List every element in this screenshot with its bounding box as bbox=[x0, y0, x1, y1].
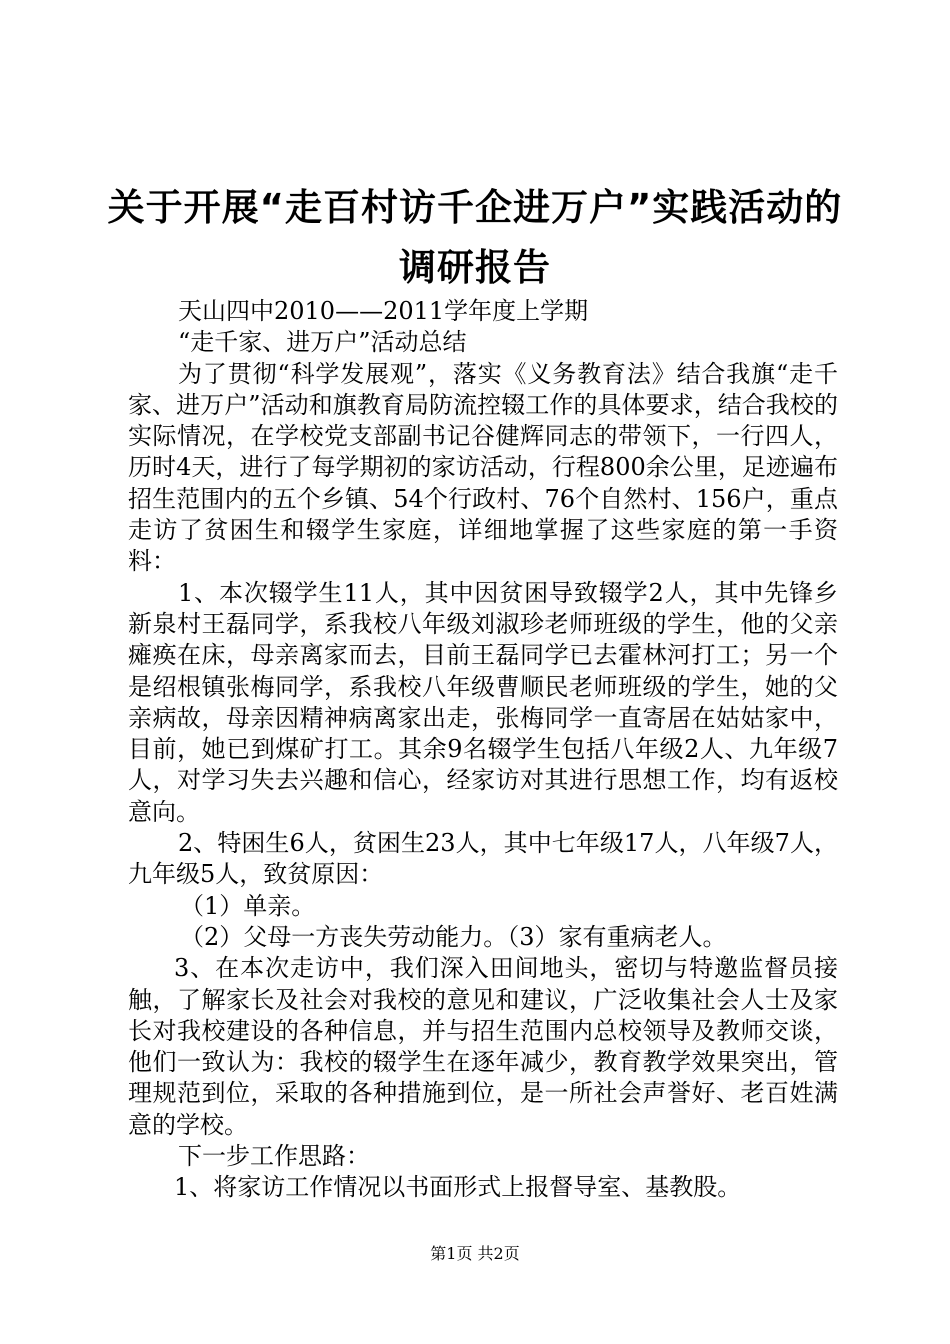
paragraph-intro: 为了贯彻“科学发展观”，落实《义务教育法》结合我旗“走千家、进万户”活动和旗教育局防流控辍工作的具体要求，结合我校的实际情况，在学校党支部副书记谷健辉同志的带领下，一行四人，历时4天，进行了每学期初的家访活动，行程800余公里，足迹遍布招生范围内的五个乡镇、54个行政村、76个自然村、156户，重点走访了贫困生和辍学生家庭，详细地掌握了这些家庭的第一手资料： bbox=[128, 359, 838, 576]
subtitle-activity-summary: “走千家、进万户”活动总结 bbox=[178, 328, 467, 357]
list-item-parent-disability: （2）父母一方丧失劳动能力。（3）家有重病老人。 bbox=[180, 922, 727, 951]
paragraph-visit-feedback: 3、在本次走访中，我们深入田间地头，密切与特邀监督员接触，了解家长及社会对我校的意见和建议，广泛收集社会人士及家长对我校建设的各种信息，并与招生范围内总校领导及教师交谈，他们一致认为：我校的辍学生在逐年减少，教育教学效果突出，管理规范到位，采取的各种措施到位，是一所社会声誉好、老百姓满意的学校。 bbox=[128, 954, 838, 1139]
list-item-single-parent: （1）单亲。 bbox=[180, 891, 316, 920]
paragraph-dropout-students: 1、本次辍学生11人，其中因贫困导致辍学2人，其中先锋乡新泉村王磊同学，系我校八年级刘淑珍老师班级的学生，他的父亲瘫痪在床，母亲离家而去，目前王磊同学已去霍林河打工；另一个是绍根镇张梅同学，系我校八年级曹顺民老师班级的学生，她的父亲病故，母亲因精神病离家出走，张梅同学一直寄居在姑姑家中，目前，她已到煤矿打工。其余9名辍学生包括八年级2人、九年级7人，对学习失去兴趣和信心，经家访对其进行思想工作，均有返校意向。 bbox=[128, 578, 838, 826]
page-footer: 第1页 共2页 bbox=[430, 1244, 520, 1263]
document-body bbox=[128, 296, 838, 1204]
subtitle-school-term: 天山四中2010——2011学年度上学期 bbox=[178, 297, 589, 325]
paragraph-next-step-1: 1、将家访工作情况以书面形式上报督导室、基教股。 bbox=[174, 1173, 742, 1202]
paragraph-next-steps-heading: 下一步工作思路： bbox=[178, 1142, 370, 1171]
paragraph-poor-students: 2、特困生6人，贫困生23人，其中七年级17人，八年级7人，九年级5人，致贫原因： bbox=[128, 829, 838, 889]
document-title-line1: 关于开展“走百村访千企进万户”实践活动的 bbox=[107, 186, 843, 229]
document-title-line2: 调研报告 bbox=[399, 246, 551, 289]
